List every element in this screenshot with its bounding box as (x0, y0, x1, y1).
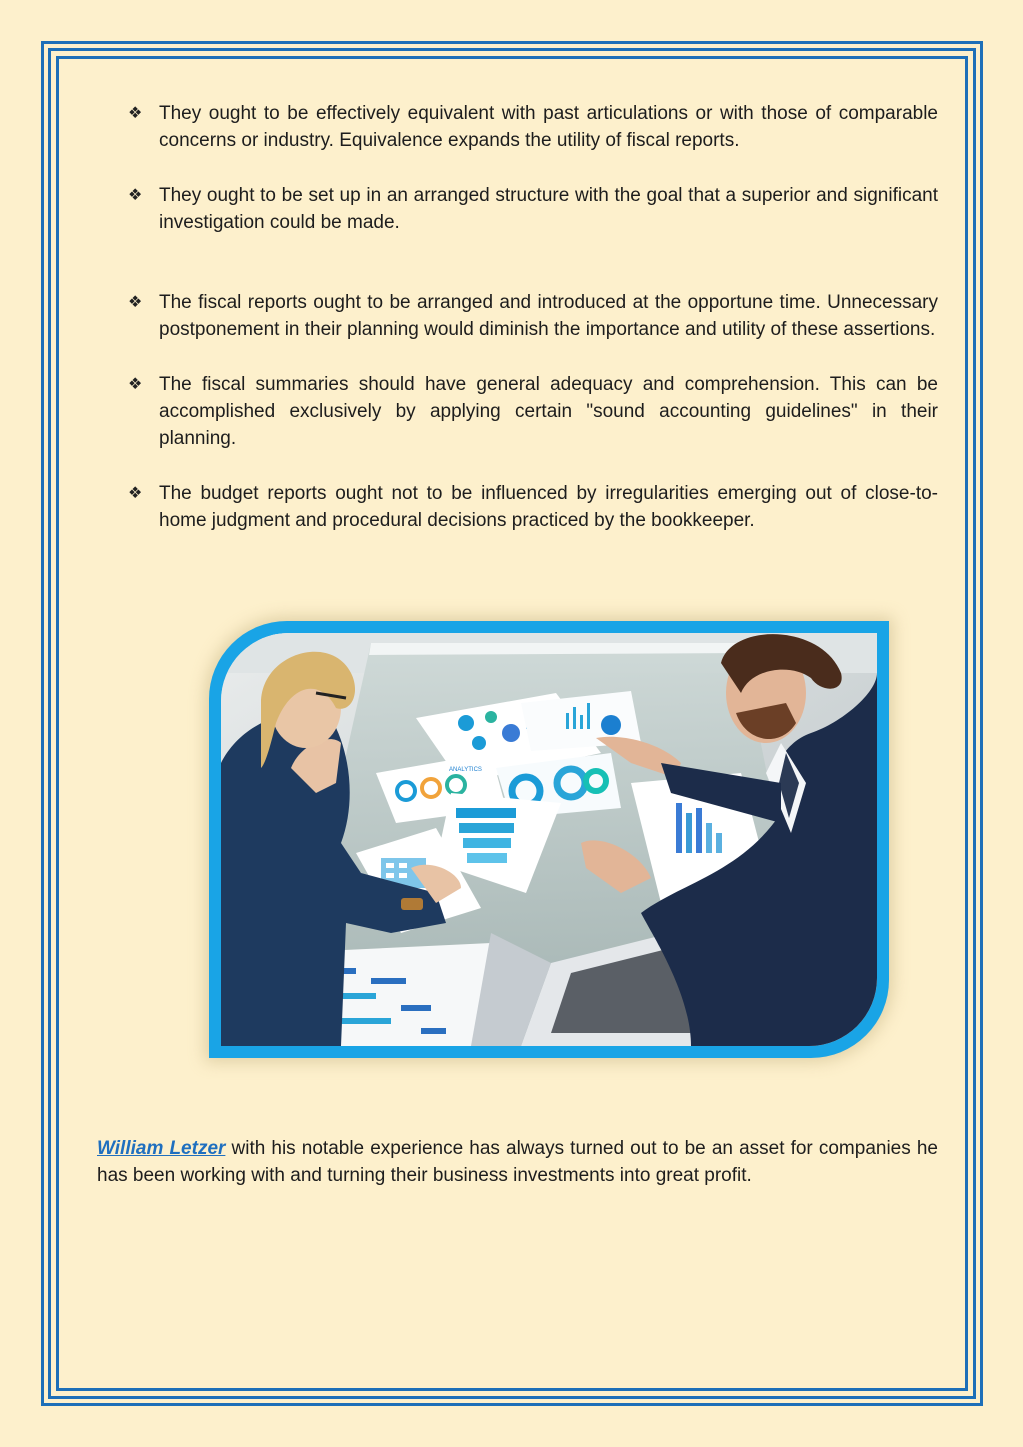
bullet-diamond-icon: ❖ (128, 484, 143, 502)
business-meeting-photo (221, 633, 877, 1046)
author-link[interactable]: William Letzer (97, 1138, 226, 1159)
analytics-label: ANALYTICS (449, 767, 482, 773)
bullet-item (128, 371, 938, 453)
bullet-item (128, 480, 938, 535)
bullet-diamond-icon: ❖ (128, 375, 143, 393)
bullet-list (128, 100, 938, 534)
closing-paragraph (97, 1135, 938, 1190)
closing-text: with his notable experience has always turned out to be an asset for companies he has been working with and turning their business investments into great profit. (97, 1138, 938, 1187)
bullet-text: The budget reports ought not to be influenced by irregularities emerging out of close-to-home judgment and procedural decisions practiced by the bookkeeper. (159, 482, 938, 531)
bullet-diamond-icon: ❖ (128, 186, 143, 204)
bullet-text: The fiscal reports ought to be arranged and introduced at the opportune time. Unnecessary postponement in their planning would diminish the importance and utility of these assertions. (159, 292, 938, 341)
bullet-text: They ought to be effectively equivalent with past articulations or with those of comparable concerns or industry. Equivalence expands the utility of fiscal reports. (159, 103, 938, 152)
bullet-item (128, 182, 938, 237)
bullet-diamond-icon: ❖ (128, 294, 143, 312)
bullet-item (128, 289, 938, 344)
bullet-diamond-icon: ❖ (128, 105, 143, 122)
bullet-text: The fiscal summaries should have general adequacy and comprehension. This can be accomplished exclusively by applying certain "sound accounting guidelines" in their planning. (159, 373, 938, 450)
bullet-item (128, 100, 938, 155)
bullet-text: They ought to be set up in an arranged structure with the goal that a superior and significant investigation could be made. (159, 184, 938, 233)
